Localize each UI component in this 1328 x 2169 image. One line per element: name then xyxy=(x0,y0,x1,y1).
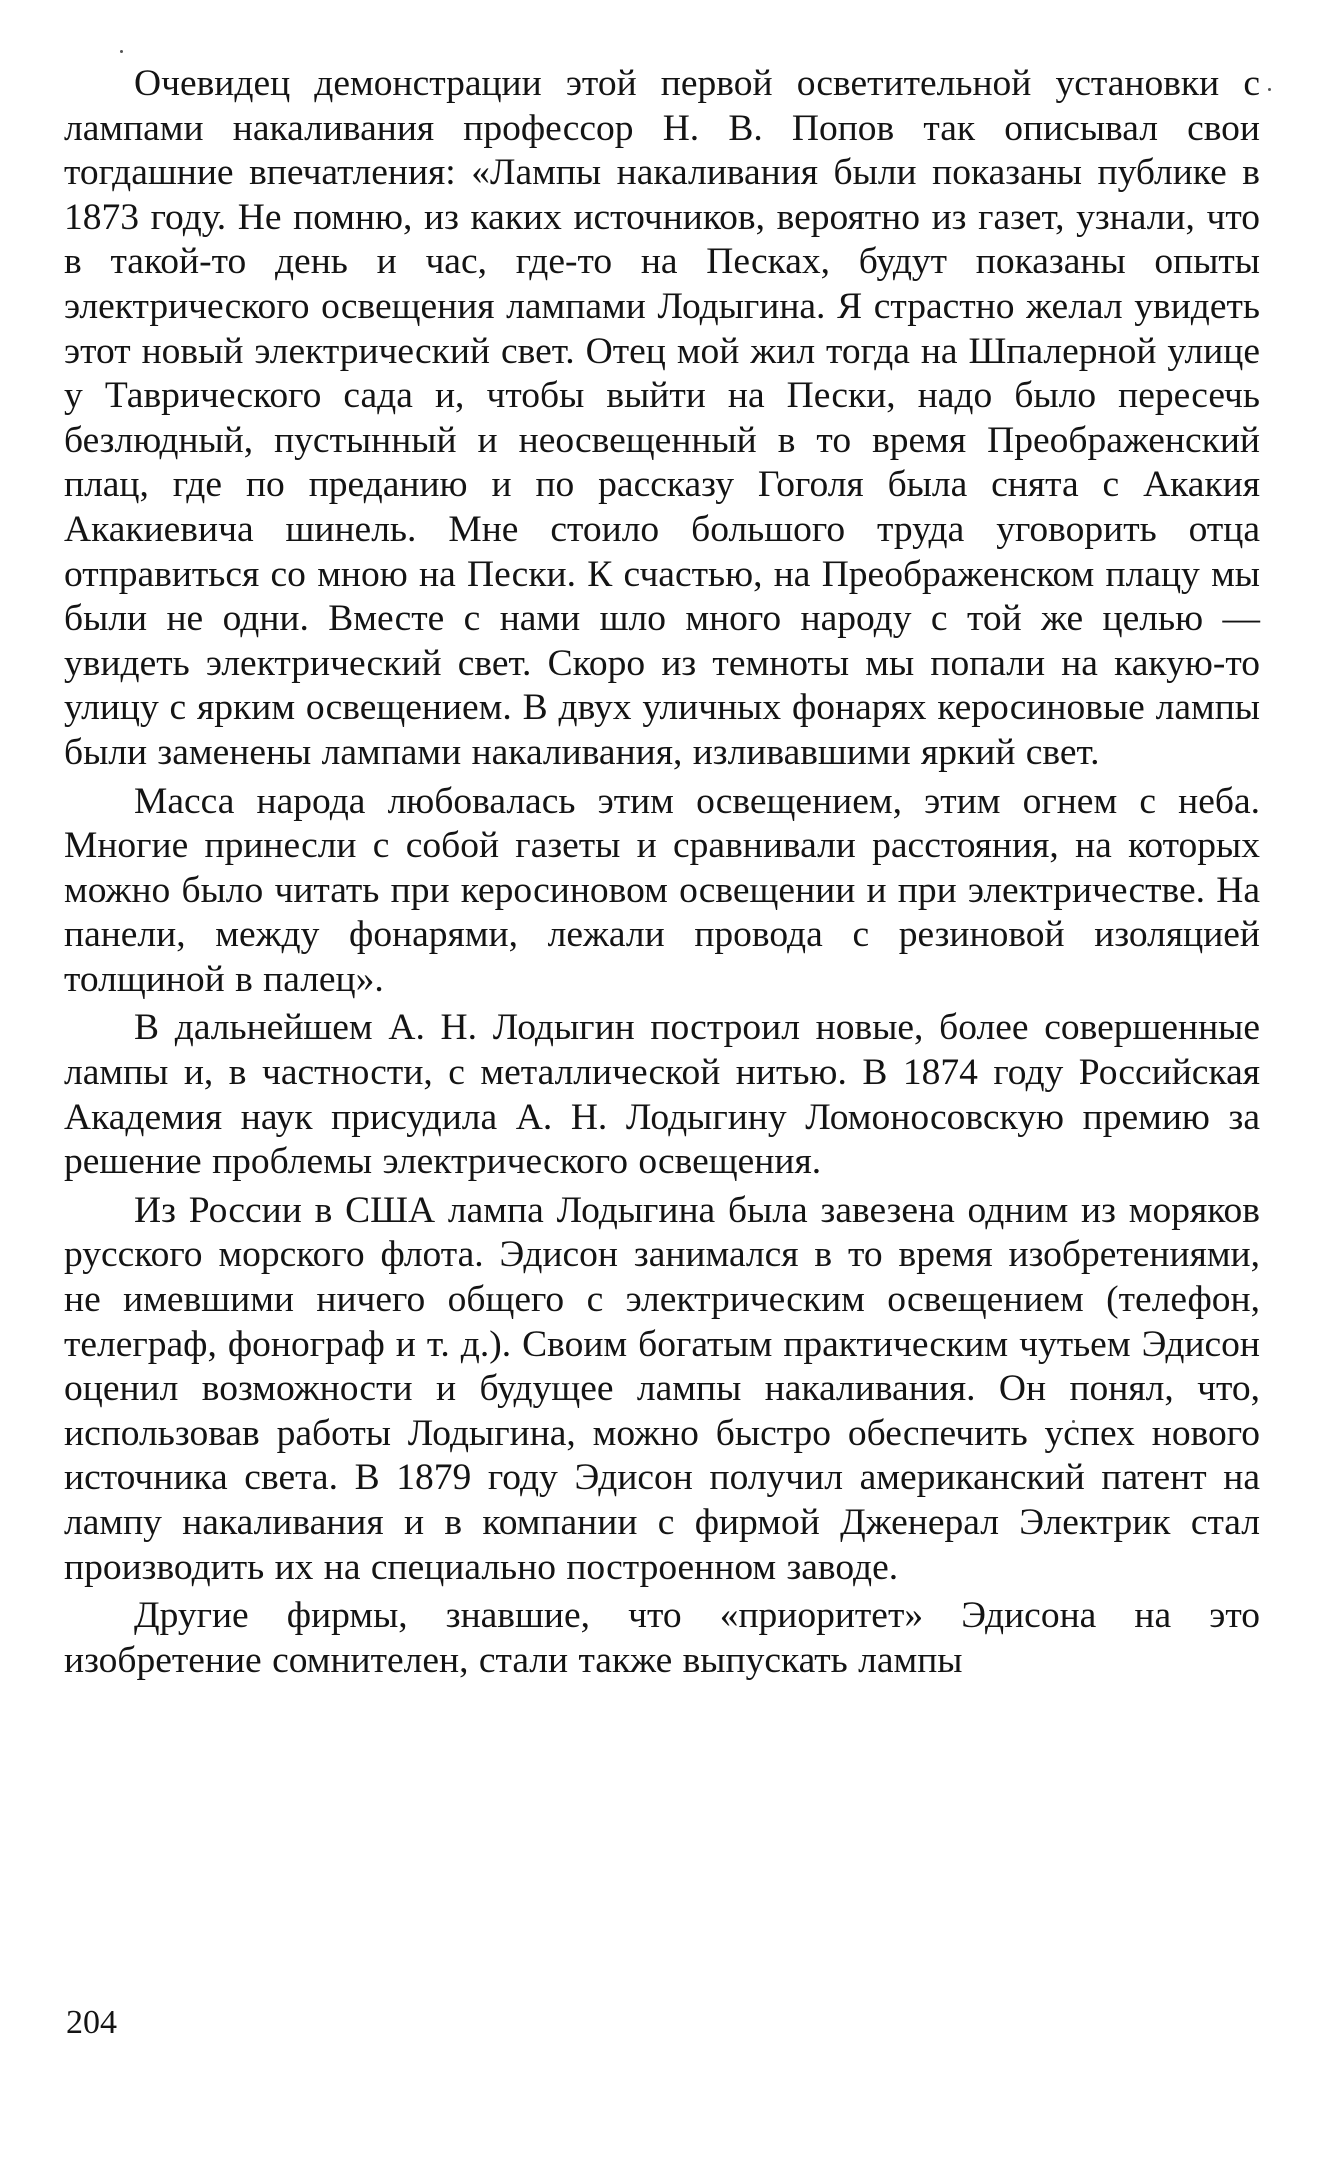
paragraph-eyewitness-account: Очевидец демонстрации этой первой осветительной установки с лампами накаливания профессор Н. В. Попов так описывал свои тогдашние впечатления: «Лампы накаливания были показаны публике в 1873 году. Не помню, из каких источников, вероятно из газет, узнали, что в такой-то день и час, где-то на Песках, будут показаны опыты электрического освещения лампами Лодыгина. Я страстно желал увидеть этот новый электрический свет. Отец мой жил тогда на Шпалерной улице у Таврического сада и, чтобы выйти на Пески, надо было пересечь безлюдный, пустынный и неосвещенный в то время Преображенский плац, где по преданию и по рассказу Гоголя была снята с Акакия Акакиевича шинель. Мне стоило большого труда уговорить отца отправиться со мною на Пески. К счастью, на Преображенском плацу мы были не одни. Вместе с нами шло много народу с той же целью — увидеть электрический свет. Скоро из темноты мы попали на какую-то улицу с ярким освещением. В двух уличных фонарях керосиновые лампы были заменены лампами накаливания, изливавшими яркий свет. xyxy=(64,63,1260,773)
paragraph-other-firms: Другие фирмы, знавшие, что «приоритет» Эдисона на это изобретение сомнителен, стали также выпускать лампы xyxy=(64,1595,1260,1681)
page-number: 204 xyxy=(66,2004,117,2041)
body-text xyxy=(64,62,1260,1683)
paragraph-edison-patent: Из России в США лампа Лодыгина была завезена одним из моряков русского морского флота. Эдисон занимался в то время изобретениями, не имевшими ничего общего с электрическим освещением (телефон, телеграф, фонограф и т. д.). Своим богатым практическим чутьем Эдисон оценил возможности и будущее лампы накаливания. Он понял, что, использовав работы Лодыгина, можно быстро обеспечить успех нового источника света. В 1879 году Эдисон получил американский патент на лампу накаливания и в компании с фирмой Дженерал Электрик стал производить их на специально построенном заводе. xyxy=(64,1189,1260,1588)
print-speck xyxy=(120,50,123,53)
paragraph-crowd-admired: Масса народа любовалась этим освещением, этим огнем с неба. Многие принесли с собой газеты и сравнивали расстояния, на которых можно было читать при керосиновом освещении и при электричестве. На панели, между фонарями, лежали провода с резиновой изоляцией толщиной в палец». xyxy=(64,780,1260,1000)
print-speck xyxy=(1268,88,1271,91)
paragraph-lodygin-prize: В дальнейшем А. Н. Лодыгин построил новые, более совершенные лампы и, в частности, с металлической нитью. В 1874 году Российская Академия наук присудила А. Н. Лодыгину Ломоносовскую премию за решение проблемы электрического освещения. xyxy=(64,1007,1260,1183)
